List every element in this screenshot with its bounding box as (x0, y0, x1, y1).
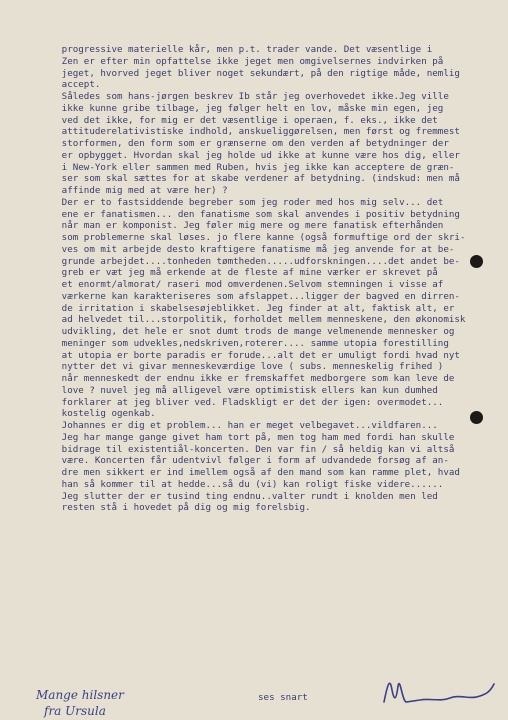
letter-line: være. Koncerten får udentvivl følger i form af udvandede forsøg af an- (34, 455, 449, 467)
letter-line: forklarer at jeg bliver ved. Fladskligt er det der igen: overmodet... (34, 396, 444, 408)
closing-text: ses snart (258, 692, 308, 703)
letter-line: Der er to fastsiddende begreber som jeg roder med hos mig selv... det (34, 196, 444, 208)
letter-line: Johannes er dig et problem... han er meget velbegavet...vildfaren... (34, 420, 438, 431)
letter-line: meninger som udvekles,nedskriven,roterer.... samme utopia forestilling (34, 337, 449, 349)
signature-image (380, 672, 498, 710)
letter-line: ves om mit arbejde desto kraftigere fanatisme må jeg anvende for at be- (34, 243, 455, 255)
letter-line: accept. (34, 79, 101, 91)
letter-line: progressive materielle kår, men p.t. trader vande. Det væsentlige i (34, 44, 433, 55)
letter-line: værkerne kan karakteriseres som afslappet...ligger der bagved en dirren- (34, 290, 460, 302)
letter-line: greb er væt jeg må erkende at de fleste af mine værker er skrevet på (34, 267, 438, 279)
letter-line: er opbygget. Hvordan skal jeg holde ud ikke at kunne være hos dig, eller (34, 149, 460, 161)
letter-line: dre men sikkert er ind imellem også af den mand som kan ramme plet, hvad (34, 467, 460, 478)
letter-line: når man er komponist. Jeg føler mig mere og mere fanatisk efterhånden (34, 220, 444, 232)
letter-line: Jeg har mange gange givet ham tort på, men tog ham med fordi han skulle (34, 431, 455, 443)
handwritten-note-line-1: Mange hilsner (36, 688, 124, 702)
letter-line: Således som hans-jørgen beskrev Ib står jeg overhovedet ikke.Jeg ville (34, 91, 449, 102)
letter-line: når menneskedt der endnu ikke er fremskaffet medborgere som kan leve de (34, 373, 455, 384)
letter-line: jeget, hvorved jeget bliver noget sekundært, på den rigtige måde, nemlig (34, 67, 460, 79)
letter-line: ad helvedet til...storpolitik, forholdet mellem menneskene, den økonomisk (34, 314, 466, 326)
letter-line: nytter det vi givar menneskeværdige love ( subs. menneskelig frihed ) (34, 361, 444, 373)
letter-line: han så kommer til at hedde...så du (vi) kan roligt fiske videre...... (34, 478, 444, 490)
letter-line: attituderelativistiske indhold, anskueliggørelsen, men først og fremmest (34, 126, 460, 138)
letter-line: ikke kunne gribe tilbage, jeg følger helt en lov, måske min egen, jeg (34, 102, 444, 114)
letter-line: de irritation i skabelsesøjeblikket. Jeg finder at alt, faktisk alt, er (34, 302, 455, 314)
letter-line: storformen, den form som er grænserne om den verden af betydninger der (34, 138, 449, 149)
letter-line: kostelig ogenkab. (34, 408, 156, 420)
letter-line: affinde mig med at være her) ? (34, 185, 228, 196)
letter-line: et enormt/almorat/ raseri mod omverdenen.Selvom stemningen i visse af (34, 279, 444, 290)
letter-line: ene er fanatismen... den fanatisme som skal anvendes i positiv betydning (34, 208, 460, 220)
letter-line: ser som skal sættes for at skabe verdener af betydning. (indskud: men må (34, 173, 460, 185)
handwritten-note-line-2: fra Ursula (44, 704, 106, 718)
letter-line: Zen er efter min opfattelse ikke jeget men omgivelsernes indvirken på (34, 55, 444, 67)
letter-line: som problemerne skal løses. jo flere kanne (også formuftige ord der skri- (34, 232, 466, 243)
letter-line: i New-York eller sammen med Ruben, hvis jeg ikke kan acceptere de græn- (34, 161, 455, 173)
letter-line: grunde arbejdet....tonheden tømtheden.....udforskningen....det andet be- (34, 255, 460, 267)
letter-body (34, 44, 500, 514)
letter-line: at utopia er borte paradis er forude...alt det er umuligt fordi hvad nyt (34, 349, 460, 361)
letter-line: udvikling, det hele er snot dumt trods de mange velmenende mennesker og (34, 326, 455, 337)
letter-line: bidrage til existentiål-koncerten. Den var fin / så heldig kan vi altså (34, 443, 455, 455)
letter-line: love ? nuvel jeg må alligevel være optimistisk ellers kan kun dumhed (34, 384, 438, 396)
letter-line: ved det ikke, for mig er det væsentlige i operaen, f. eks., ikke det (34, 114, 438, 126)
letter-line: Jeg slutter der er tusind ting endnu..valter rundt i knolden men led (34, 490, 438, 502)
letter-line: resten stå i hovedet på dig og mig forelsbig. (34, 502, 311, 514)
